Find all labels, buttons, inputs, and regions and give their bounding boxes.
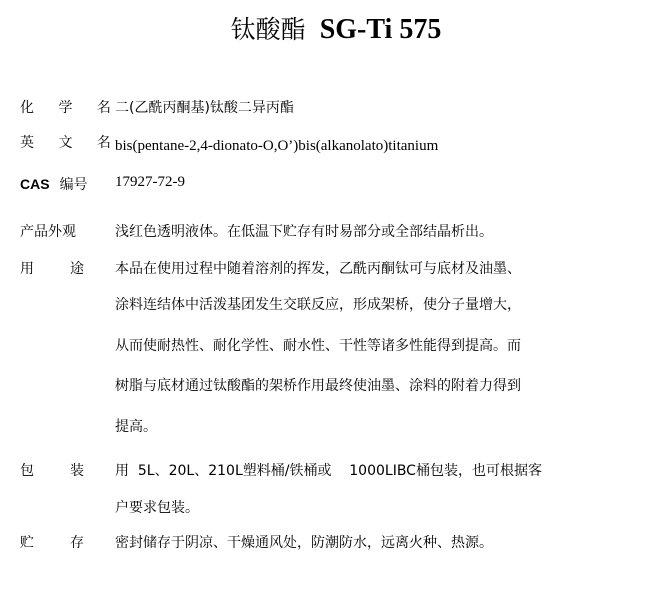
appearance-label: 产品外观 bbox=[20, 224, 76, 240]
appearance-value: 浅红色透明液体。在低温下贮存有时易部分或全部结晶析出。 bbox=[115, 224, 493, 240]
usage-text-line: 涂料连结体中活泼基团发生交联反应，形成架桥，使分子量增大， bbox=[115, 297, 521, 313]
packaging-label-char-2: 装 bbox=[70, 463, 84, 479]
storage-label-char-1: 贮 bbox=[20, 535, 34, 551]
usage-text-line: 提高。 bbox=[115, 419, 157, 435]
title-product-code: SG-Ti 575 bbox=[319, 14, 442, 45]
usage-label bbox=[20, 258, 110, 278]
title-chinese-name: 钛酸酯 bbox=[230, 15, 306, 44]
chemical-name-value: 二(乙酰丙酮基)钛酸二异丙酯 bbox=[115, 100, 294, 116]
storage-label-char-2: 存 bbox=[70, 535, 84, 551]
usage-text-line: 树脂与底材通过钛酸酯的架桥作用最终使油墨、涂料的附着力得到 bbox=[115, 378, 521, 394]
cas-label-chinese: 编号 bbox=[59, 177, 88, 193]
packaging-text-line: 户要求包装。 bbox=[115, 500, 199, 516]
packaging-label bbox=[20, 460, 110, 480]
english-name-label: 英 文 名 bbox=[20, 135, 121, 151]
packaging-text-line: 用 5L、20L、210L塑料桶/铁桶或 1000LIBC桶包装，也可根据客 bbox=[115, 463, 542, 479]
packaging-label-char-1: 包 bbox=[20, 463, 34, 479]
usage-text-line: 从而使耐热性、耐化学性、耐水性、干性等诸多性能得到提高。而 bbox=[115, 338, 521, 354]
cas-number-value: 17927-72-9 bbox=[115, 174, 185, 190]
usage-label-char-2: 途 bbox=[70, 261, 84, 277]
storage-label bbox=[20, 532, 110, 552]
usage-text-line: 本品在使用过程中随着溶剂的挥发，乙酰丙酮钛可与底材及油墨、 bbox=[115, 261, 521, 277]
document-title bbox=[0, 12, 672, 48]
usage-label-char-1: 用 bbox=[20, 261, 34, 277]
cas-label bbox=[20, 174, 110, 194]
chemical-name-label: 化 学 名 bbox=[20, 100, 121, 116]
cas-label-latin: CAS bbox=[20, 176, 50, 192]
storage-value: 密封储存于阴凉、干燥通风处，防潮防水，远离火种、热源。 bbox=[115, 535, 493, 551]
english-name-value: bis(pentane-2,4-dionato-O,O’)bis(alkanolato)titanium bbox=[115, 138, 439, 154]
